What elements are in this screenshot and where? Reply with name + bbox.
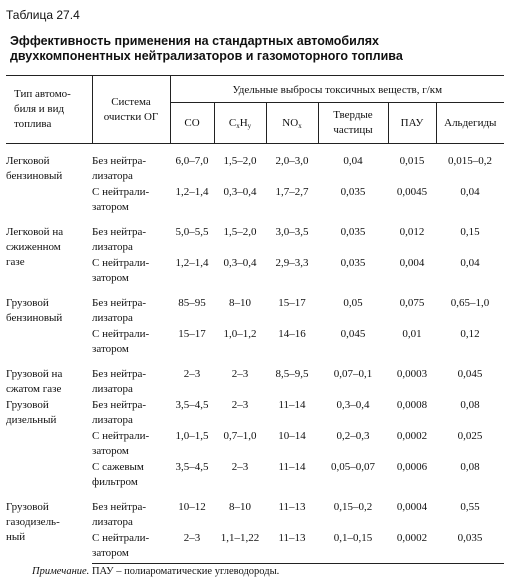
- pah-cell: 0,075: [399, 297, 425, 309]
- aldehydes-cell: 0,045: [457, 368, 483, 380]
- cxhy-cell: 1,5–2,0: [223, 226, 257, 238]
- aldehydes-cell: 0,04: [460, 257, 480, 269]
- table-row: [6, 184, 504, 215]
- pah-cell: 0,0006: [396, 461, 428, 473]
- cxhy-cell: 0,7–1,0: [223, 430, 257, 442]
- vehicle-type-cell: Легковой бензиновый: [6, 155, 63, 182]
- co-cell: 1,0–1,5: [175, 430, 209, 442]
- nox-cell: 11–14: [278, 399, 306, 411]
- header-row-1: [6, 76, 504, 103]
- cxhy-cell: 1,0–1,2: [223, 328, 257, 340]
- aldehydes-cell: 0,15: [460, 226, 480, 238]
- pah-cell: 0,0002: [388, 530, 436, 564]
- system-cell: С нейтрали- затором: [92, 430, 150, 457]
- particles-cell: 0,07–0,1: [333, 368, 373, 380]
- co-cell: 1,2–1,4: [175, 257, 209, 269]
- system-cell: С нейтрали- затором: [92, 328, 150, 355]
- particles-cell: 0,2–0,3: [336, 430, 370, 442]
- particles-cell: 0,05: [343, 297, 363, 309]
- co-cell: 5,0–5,5: [175, 226, 209, 238]
- cxhy-cell: 0,3–0,4: [223, 186, 257, 198]
- pah-cell: 0,004: [399, 257, 425, 269]
- nox-cell: 2,0–3,0: [275, 155, 309, 167]
- cxhy-cell: 1,1–1,22: [214, 530, 266, 564]
- co-cell: 3,5–4,5: [175, 399, 209, 411]
- co-cell: 3,5–4,5: [175, 461, 209, 473]
- system-cell: Без нейтра- лизатора: [92, 155, 147, 182]
- nox-cell: 10–14: [278, 430, 306, 442]
- particles-cell: 0,15–0,2: [333, 501, 373, 513]
- particles-cell: 0,04: [343, 155, 363, 167]
- footnote-label: Примечание.: [32, 566, 90, 577]
- system-cell: С нейтрали- затором: [92, 530, 170, 564]
- table-row: [6, 459, 504, 490]
- header-units: Удельные выбросы токсичных веществ, г/км: [170, 76, 504, 103]
- pah-cell: 0,0002: [396, 430, 428, 442]
- footnote-text: ПАУ – полиароматические углеводороды.: [89, 566, 280, 577]
- vehicle-type-cell: [6, 326, 92, 357]
- system-cell: Без нейтра- лизатора: [92, 368, 147, 395]
- system-cell: Без нейтра- лизатора: [92, 501, 147, 528]
- aldehydes-cell: 0,08: [460, 461, 480, 473]
- cxhy-cell: 0,3–0,4: [223, 257, 257, 269]
- table-number: Таблица 27.4: [6, 8, 80, 22]
- nox-cell: 3,0–3,5: [275, 226, 309, 238]
- aldehydes-cell: 0,035: [436, 530, 504, 564]
- header-cleaning-system: Система очистки ОГ: [92, 76, 170, 144]
- nox-cell: 11–13: [278, 501, 306, 513]
- header-aldehydes: Альдегиды: [436, 103, 504, 144]
- pah-cell: 0,012: [399, 226, 425, 238]
- nox-cell: 15–17: [278, 297, 306, 309]
- co-cell: 85–95: [178, 297, 206, 309]
- cxhy-cell: 1,5–2,0: [223, 155, 257, 167]
- system-cell: Без нейтра- лизатора: [92, 226, 147, 253]
- title-line-1: Эффективность применения на стандартных автомобилях: [10, 34, 380, 48]
- cxhy-cell: 2–3: [231, 368, 249, 380]
- header-nox: $NO_x$: [266, 103, 318, 144]
- co-cell: 10–12: [178, 501, 206, 513]
- table-row: [6, 286, 504, 326]
- particles-cell: 0,05–0,07: [331, 461, 375, 473]
- header-pah: ПАУ: [388, 103, 436, 144]
- table-row: [6, 215, 504, 255]
- system-cell: Без нейтра- лизатора: [92, 297, 147, 324]
- table-row: [6, 428, 504, 459]
- cxhy-cell: 2–3: [231, 399, 249, 411]
- vehicle-type-cell: [6, 459, 92, 490]
- nox-cell: 8,5–9,5: [275, 368, 309, 380]
- nox-cell: 1,7–2,7: [275, 186, 309, 198]
- table-footnote: [32, 566, 279, 577]
- particles-cell: 0,035: [340, 186, 366, 198]
- cxhy-cell: 8–10: [229, 501, 251, 513]
- table-row: [6, 490, 504, 530]
- cxhy-cell: 2–3: [231, 461, 249, 473]
- co-cell: 6,0–7,0: [175, 155, 209, 167]
- aldehydes-cell: 0,015–0,2: [448, 155, 493, 167]
- header-vehicle-type: Тип автомо- биля и вид топлива: [6, 76, 92, 144]
- aldehydes-cell: 0,12: [460, 328, 480, 340]
- table-row: [6, 397, 504, 428]
- pah-cell: 0,0045: [396, 186, 428, 198]
- nox-cell: 11–13: [266, 530, 318, 564]
- vehicle-type-cell: Грузовой газодизель- ный: [6, 501, 60, 543]
- particles-cell: 0,1–0,15: [318, 530, 388, 564]
- system-cell: С нейтрали- затором: [92, 257, 150, 284]
- pah-cell: 0,015: [399, 155, 425, 167]
- vehicle-type-cell: [6, 184, 92, 215]
- co-cell: 2–3: [170, 530, 214, 564]
- particles-cell: 0,3–0,4: [336, 399, 370, 411]
- header-co: CO: [170, 103, 214, 144]
- nox-cell: 14–16: [278, 328, 306, 340]
- vehicle-type-cell: Грузовой бензиновый: [6, 297, 63, 324]
- vehicle-type-cell: [6, 428, 92, 459]
- nox-cell: 2,9–3,3: [275, 257, 309, 269]
- vehicle-type-cell: Грузовой дизельный: [6, 399, 57, 426]
- pah-cell: 0,0008: [396, 399, 428, 411]
- header-cxhy: $C_xH_y$: [214, 103, 266, 144]
- particles-cell: 0,045: [340, 328, 366, 340]
- vehicle-type-cell: Грузовой на сжатом газе: [6, 368, 63, 395]
- table-row: [6, 357, 504, 397]
- header-particles: Твердые частицы: [318, 103, 388, 144]
- aldehydes-cell: 0,025: [457, 430, 483, 442]
- system-cell: Без нейтра- лизатора: [92, 399, 147, 426]
- emissions-table: [6, 75, 504, 564]
- particles-cell: 0,035: [340, 226, 366, 238]
- system-cell: С сажевым фильтром: [92, 461, 144, 488]
- table-row: [6, 326, 504, 357]
- co-cell: 2–3: [183, 368, 201, 380]
- aldehydes-cell: 0,55: [460, 501, 480, 513]
- nox-cell: 11–14: [278, 461, 306, 473]
- title-line-2: двухкомпонентных нейтрализаторов и газомоторного топлива: [10, 49, 403, 63]
- pah-cell: 0,0003: [396, 368, 428, 380]
- table-row: [6, 144, 504, 185]
- co-cell: 15–17: [178, 328, 206, 340]
- vehicle-type-cell: Легковой на сжиженном газе: [6, 226, 64, 268]
- aldehydes-cell: 0,08: [460, 399, 480, 411]
- particles-cell: 0,035: [340, 257, 366, 269]
- cxhy-cell: 8–10: [229, 297, 251, 309]
- pah-cell: 0,01: [402, 328, 422, 340]
- aldehydes-cell: 0,04: [460, 186, 480, 198]
- pah-cell: 0,0004: [396, 501, 428, 513]
- table-title: [10, 34, 403, 64]
- aldehydes-cell: 0,65–1,0: [450, 297, 490, 309]
- co-cell: 1,2–1,4: [175, 186, 209, 198]
- system-cell: С нейтрали- затором: [92, 186, 150, 213]
